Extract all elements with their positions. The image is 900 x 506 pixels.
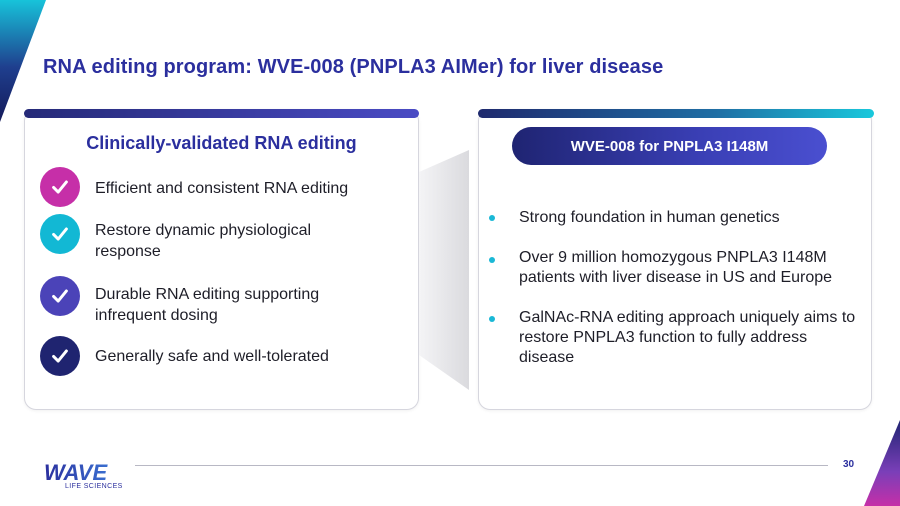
corner-accent-top-left <box>0 0 48 122</box>
program-pill <box>512 127 827 165</box>
logo-subtext: LIFE SCIENCES <box>65 483 123 490</box>
bullet-icon <box>489 215 495 221</box>
left-card-top-bar <box>24 109 419 118</box>
footer-divider <box>135 465 828 466</box>
check-icon <box>40 336 80 376</box>
bullet-icon <box>489 257 495 263</box>
right-card-top-bar <box>478 109 874 118</box>
logo-wordmark: WAVE <box>44 460 108 485</box>
left-item-4: Generally safe and well-tolerated <box>95 348 329 365</box>
left-item-3: Durable RNA editing supporting infrequent dosing <box>95 286 320 324</box>
check-icon <box>40 167 80 207</box>
check-icon <box>40 214 80 254</box>
page-number: 30 <box>843 459 855 470</box>
corner-accent-bottom-right <box>864 420 900 506</box>
slide-title: RNA editing program: WVE-008 (PNPLA3 AIMer) for liver disease <box>43 56 664 78</box>
bullet-icon <box>489 316 495 322</box>
program-pill-label: WVE-008 for PNPLA3 I148M <box>570 137 769 155</box>
left-item-1: Efficient and consistent RNA editing <box>95 180 349 197</box>
panel-connector <box>419 150 478 390</box>
left-item-2: Restore dynamic physiological response <box>95 222 312 260</box>
right-bullet-3: GalNAc-RNA editing approach uniquely aims to restore PNPLA3 function to fully address disease <box>519 309 856 366</box>
right-bullet-1: Strong foundation in human genetics <box>519 209 780 226</box>
check-icon <box>40 276 80 316</box>
left-panel-heading: Clinically-validated RNA editing <box>86 133 357 153</box>
right-bullet-2: Over 9 million homozygous PNPLA3 I148M patients with liver disease in US and Europe <box>519 249 833 286</box>
